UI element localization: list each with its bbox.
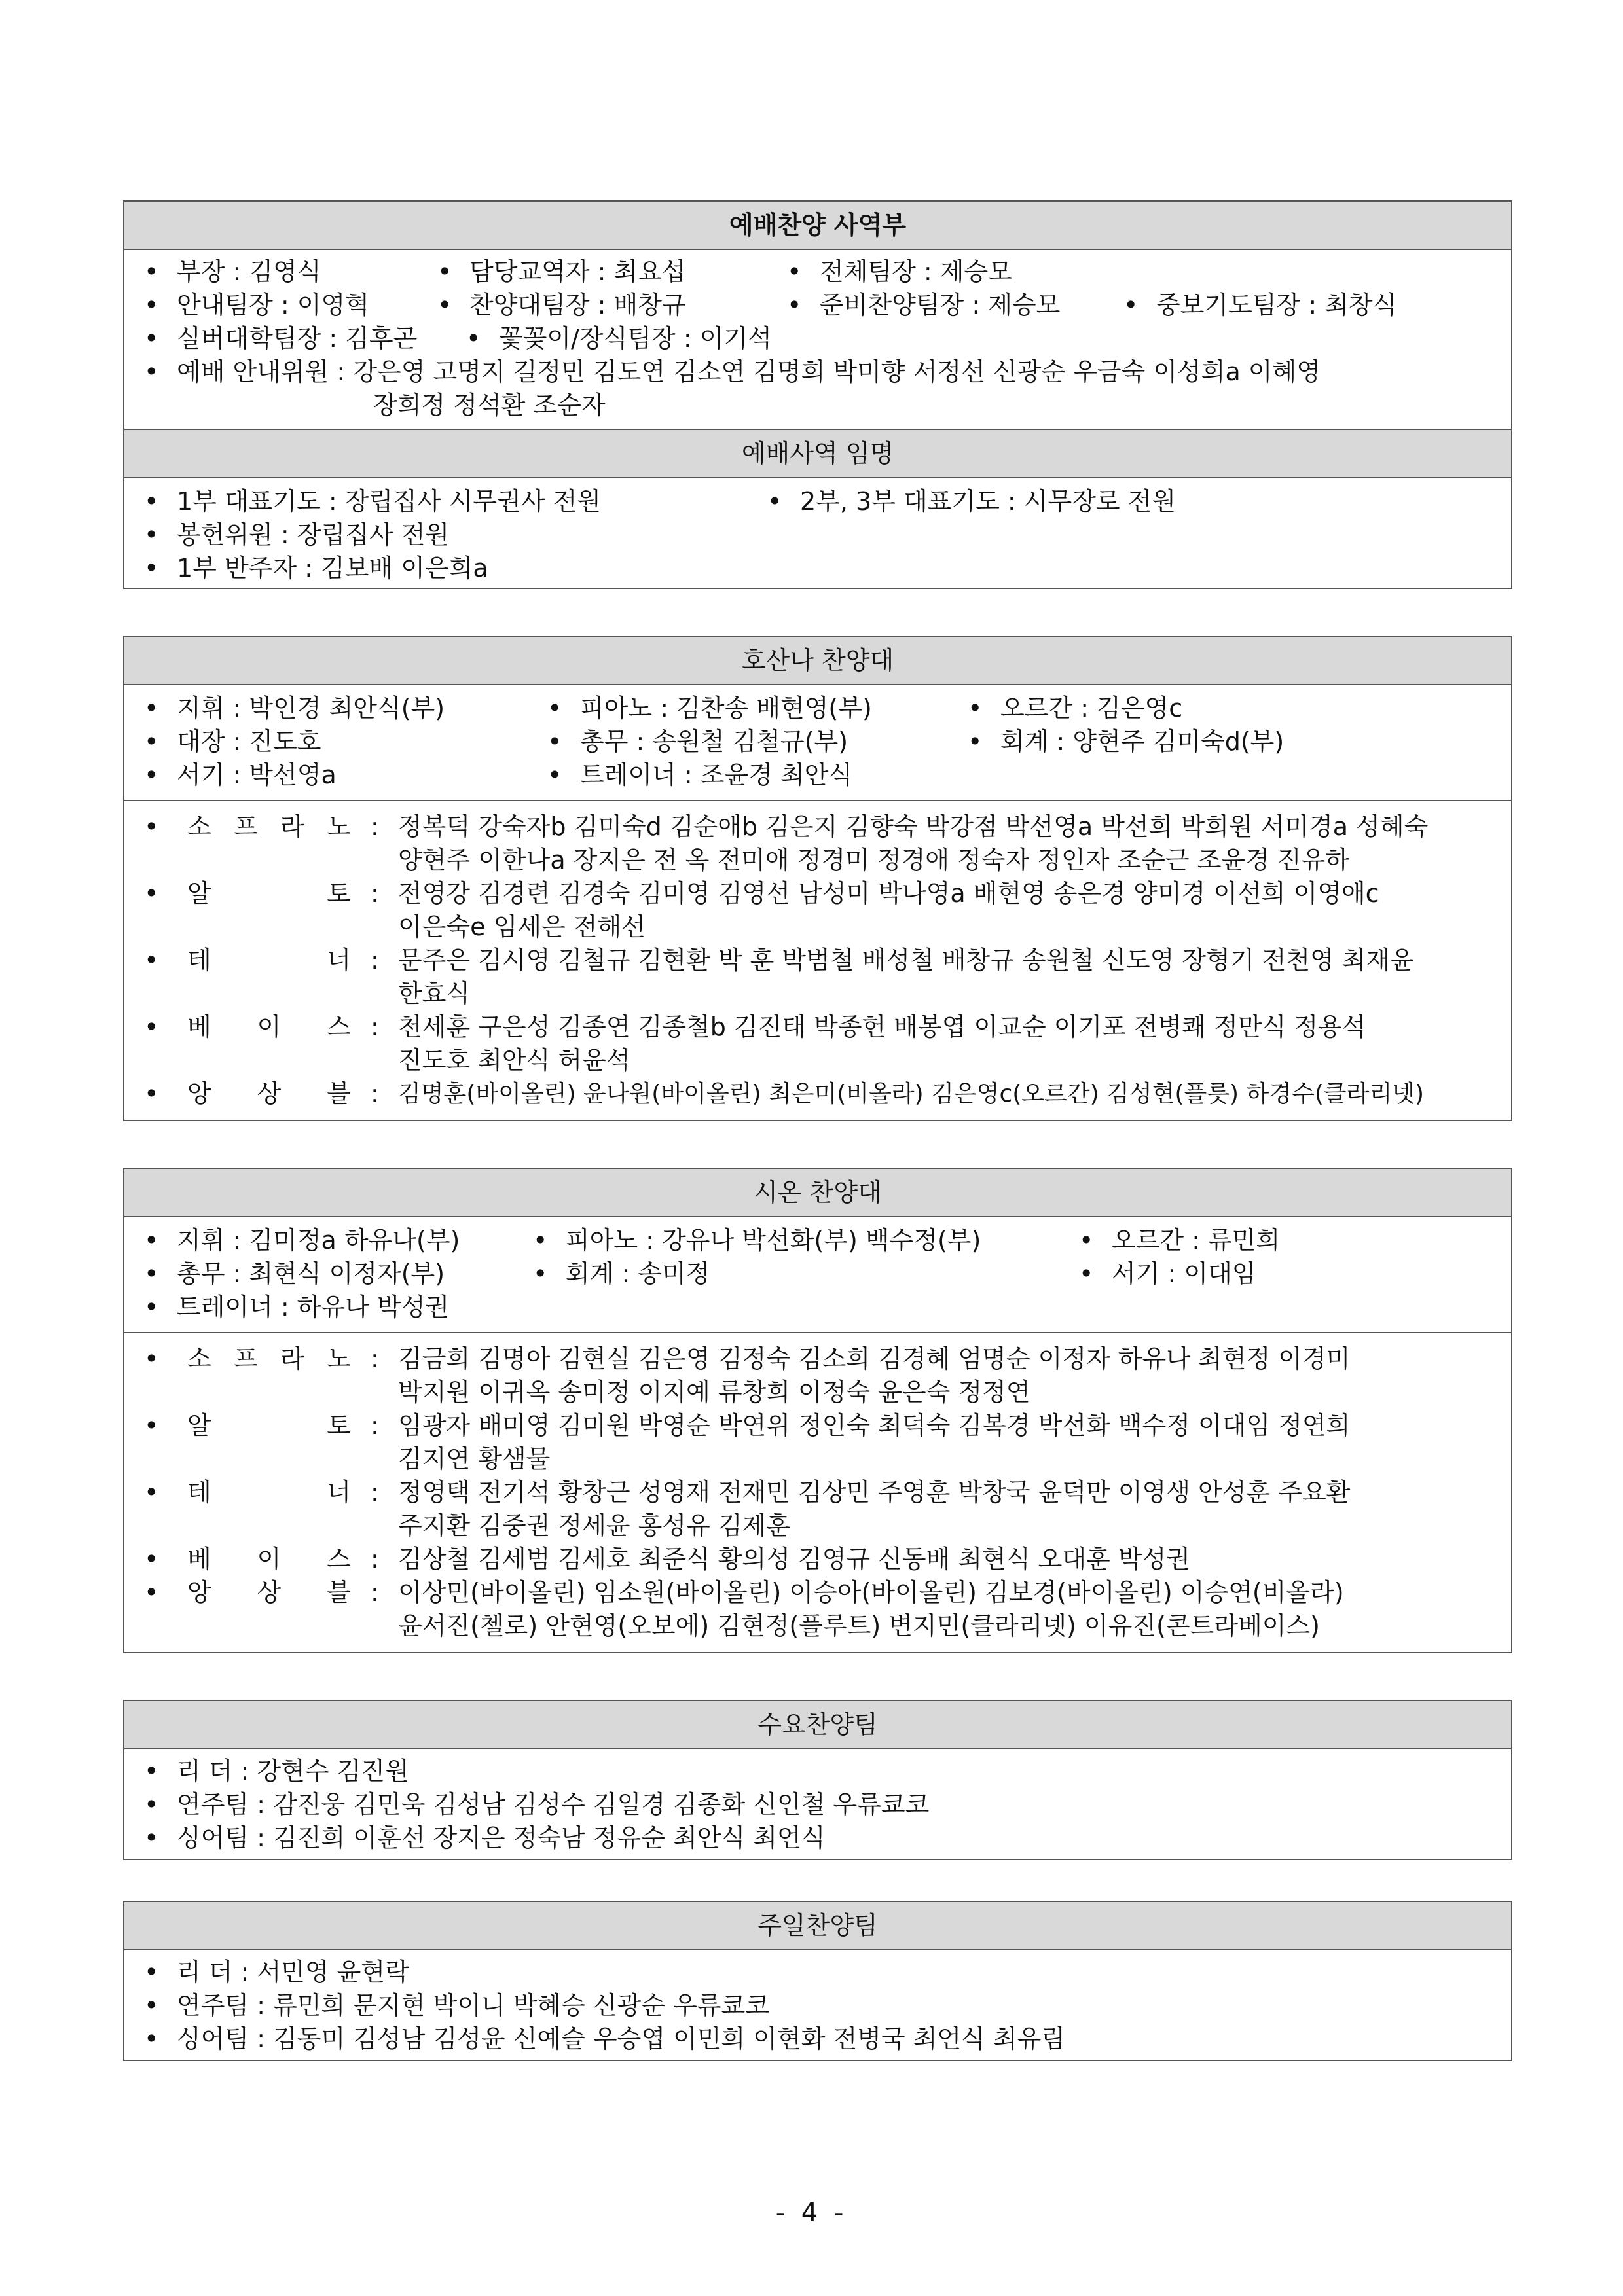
bullet: •: [144, 1411, 159, 1440]
hosanna-choir-section: [123, 636, 1512, 1121]
ushers-cont: 장희정 정석환 조순자: [373, 391, 606, 420]
staff-item: 꽃꽂이/장식팀장 : 이기석: [499, 324, 772, 353]
label-char: 테: [187, 946, 211, 975]
part-label-tenor: [187, 1476, 351, 1509]
label-char: 너: [327, 1478, 351, 1507]
leader: 리 더 : 서민영 윤현락: [177, 1958, 409, 1986]
part-row: [124, 1077, 1511, 1111]
part-label-alto: [187, 1409, 351, 1443]
staff-item: 총무 : 최현식 이정자(부): [177, 1259, 445, 1288]
bullet: •: [437, 291, 452, 319]
part-row: [124, 910, 1511, 944]
colon: :: [371, 1079, 379, 1108]
staff-row: [124, 1224, 1511, 1257]
label-char: 상: [257, 1578, 282, 1607]
bullet: •: [144, 487, 159, 516]
part-row: [124, 1342, 1511, 1376]
wednesday-team-section: [123, 1700, 1512, 1860]
label-char: 베: [187, 1545, 211, 1573]
appointment-title: 예배사역 임명: [124, 429, 1511, 478]
part-row: [124, 1576, 1511, 1609]
part-members: 천세훈 구은성 김종연 김종철b 김진태 박종헌 배봉엽 이교순 이기포 전병쾌 정만식 정용석: [398, 1013, 1366, 1041]
staff-item: 트레이너 : 조윤경 최안식: [580, 761, 853, 789]
appointment-item: 1부 반주자 : 김보배 이은희a: [177, 554, 488, 583]
wednesday-title: 수요찬양팀: [124, 1701, 1511, 1749]
appointment-row: [124, 518, 1511, 552]
bullet: •: [144, 1293, 159, 1321]
part-label-tenor: [187, 944, 351, 977]
bullet: •: [144, 694, 159, 723]
label-char: 스: [327, 1545, 351, 1573]
bullet: •: [144, 554, 159, 583]
appointment-row: [124, 485, 1511, 518]
part-row: [124, 1011, 1511, 1044]
bullet: •: [144, 1545, 159, 1573]
part-label-bass: [187, 1011, 351, 1044]
team-row: [124, 1755, 1511, 1788]
bullet: •: [144, 1790, 159, 1819]
bullet: •: [144, 1226, 159, 1255]
label-char: 소: [187, 812, 211, 841]
singers: 싱어팀 : 김동미 김성남 김성윤 신예슬 우승엽 이민희 이현화 전병국 최언식 최유림: [177, 2024, 1066, 2053]
staff-row: [124, 389, 1511, 422]
leader: 리 더 : 강현수 김진원: [177, 1757, 409, 1785]
part-members: 이상민(바이올린) 임소원(바이올린) 이승아(바이올린) 김보경(바이올린) 이승연(비올라): [398, 1578, 1344, 1607]
band: 연주팀 : 류민희 문지현 박이니 박혜승 신광순 우류쿄코: [177, 1991, 769, 2020]
staff-row: [124, 1257, 1511, 1291]
part-label-bass: [187, 1543, 351, 1576]
part-members: 임광자 배미영 김미원 박영순 박연위 정인숙 최덕숙 김복경 박선화 백수정 이대임 정연희: [398, 1411, 1351, 1440]
sunday-members: [124, 1950, 1511, 2060]
bullet: •: [144, 1991, 159, 2020]
worship-dept-staff: [124, 250, 1511, 429]
bullet: •: [787, 291, 802, 319]
label-char: 블: [327, 1578, 351, 1607]
colon: :: [371, 879, 379, 908]
part-members: 문주은 김시영 김철규 김현환 박 훈 박범철 배성철 배창규 송원철 신도영 장형기 전천영 최재윤: [398, 946, 1414, 975]
label-char: 알: [187, 879, 211, 908]
bullet: •: [144, 812, 159, 841]
staff-item: 실버대학팀장 : 김후곤: [177, 324, 418, 353]
bullet: •: [144, 1013, 159, 1041]
bullet: •: [144, 324, 159, 353]
part-row: [124, 877, 1511, 910]
staff-item: 회계 : 양현주 김미숙d(부): [1000, 727, 1285, 756]
page-number: - 4 -: [775, 2198, 848, 2228]
team-row: [124, 1956, 1511, 1989]
zion-choir-section: [123, 1168, 1512, 1653]
bullet: •: [787, 257, 802, 286]
label-char: 토: [327, 879, 351, 908]
colon: :: [371, 1411, 379, 1440]
label-char: 프: [234, 1344, 258, 1373]
bullet: •: [1079, 1226, 1094, 1255]
staff-item: 트레이너 : 하유나 박성권: [177, 1293, 450, 1321]
bullet: •: [144, 1079, 159, 1108]
bullet: •: [1079, 1259, 1094, 1288]
bullet: •: [437, 257, 452, 286]
part-label-alto: [187, 877, 351, 910]
part-row: [124, 844, 1511, 877]
colon: :: [371, 812, 379, 841]
staff-item: 회계 : 송미정: [566, 1259, 710, 1288]
part-members: 양현주 이한나a 장지은 전 옥 전미애 정경미 정경애 정숙자 정인자 조순근 조윤경 진유하: [398, 846, 1350, 874]
band: 연주팀 : 감진웅 김민욱 김성남 김성수 김일경 김종화 신인철 우류쿄코: [177, 1790, 930, 1819]
colon: :: [371, 1545, 379, 1573]
part-row: [124, 1543, 1511, 1576]
worship-dept-title: 예배찬양 사역부: [124, 202, 1511, 250]
bullet: •: [144, 357, 159, 386]
part-members: 김금희 김명아 김현실 김은영 김정숙 김소희 김경혜 엄명순 이정자 하유나 최현정 이경미: [398, 1344, 1351, 1373]
staff-row: [124, 322, 1511, 355]
label-char: 앙: [187, 1578, 211, 1607]
colon: :: [371, 1578, 379, 1607]
bullet: •: [144, 727, 159, 756]
label-char: 이: [257, 1545, 282, 1573]
appointment-item: 2부, 3부 대표기도 : 시무장로 전원: [800, 487, 1176, 516]
label-char: 테: [187, 1478, 211, 1507]
hosanna-title: 호산나 찬양대: [124, 637, 1511, 685]
part-members: 정복덕 강숙자b 김미숙d 김순애b 김은지 김향숙 박강점 박선영a 박선희 박희원 서미경a 성혜숙: [398, 812, 1429, 841]
worship-dept-section: [123, 200, 1512, 589]
bullet: •: [144, 1757, 159, 1785]
staff-item: 중보기도팀장 : 최창식: [1156, 291, 1397, 319]
colon: :: [371, 1344, 379, 1373]
part-row: [124, 810, 1511, 844]
staff-item: 준비찬양팀장 : 제승모: [820, 291, 1061, 319]
part-row: [124, 944, 1511, 977]
bullet: •: [968, 694, 983, 723]
team-row: [124, 1788, 1511, 1821]
sunday-title: 주일찬양팀: [124, 1902, 1511, 1950]
hosanna-parts: [124, 800, 1511, 1120]
staff-item: 지휘 : 박인경 최안식(부): [177, 694, 445, 723]
appointment-item: 봉헌위원 : 장립집사 전원: [177, 520, 450, 549]
staff-row: [124, 692, 1511, 725]
staff-row: [124, 355, 1511, 389]
label-char: 앙: [187, 1079, 211, 1108]
staff-item: 오르간 : 류민희: [1112, 1226, 1281, 1255]
label-char: 너: [327, 946, 351, 975]
part-label-soprano: [187, 810, 351, 844]
staff-row: [124, 1291, 1511, 1324]
bullet: •: [533, 1259, 548, 1288]
hosanna-staff: [124, 685, 1511, 800]
bullet: •: [547, 727, 562, 756]
bullet: •: [144, 291, 159, 319]
label-char: 라: [280, 1344, 304, 1373]
bullet: •: [1123, 291, 1139, 319]
bullet: •: [144, 1259, 159, 1288]
label-char: 베: [187, 1013, 211, 1041]
label-char: 프: [234, 812, 258, 841]
staff-item: 피아노 : 강유나 박선화(부) 백수정(부): [566, 1226, 981, 1255]
staff-item: 총무 : 송원철 김철규(부): [580, 727, 848, 756]
part-members: 진도호 최안식 허윤석: [398, 1046, 630, 1075]
bullet: •: [144, 257, 159, 286]
part-members: 김상철 김세범 김세호 최준식 황의성 김영규 신동배 최현식 오대훈 박성권: [398, 1545, 1190, 1573]
bullet: •: [968, 727, 983, 756]
part-row: [124, 1409, 1511, 1443]
part-members: 윤서진(첼로) 안현영(오보에) 김현정(플루트) 변지민(클라리넷) 이유진(콘트라베이스): [398, 1611, 1320, 1640]
part-members: 정영택 전기석 황창근 성영재 전재민 김상민 주영훈 박창국 윤덕만 이영생 안성훈 주요환: [398, 1478, 1351, 1507]
team-row: [124, 1821, 1511, 1855]
appointment-item: 1부 대표기도 : 장립집사 시무권사 전원: [177, 487, 601, 516]
part-row: [124, 1376, 1511, 1409]
part-row: [124, 1044, 1511, 1077]
colon: :: [371, 1478, 379, 1507]
staff-row: [124, 255, 1511, 289]
bullet: •: [144, 1578, 159, 1607]
zion-staff: [124, 1217, 1511, 1332]
staff-item: 부장 : 김영식: [177, 257, 321, 286]
team-row: [124, 2022, 1511, 2056]
bullet: •: [767, 487, 782, 516]
bullet: •: [547, 761, 562, 789]
staff-row: [124, 289, 1511, 322]
staff-item: 지휘 : 김미정a 하유나(부): [177, 1226, 460, 1255]
part-members: 이은숙e 임세은 전해선: [398, 912, 646, 941]
sunday-team-section: [123, 1901, 1512, 2061]
bullet: •: [144, 1478, 159, 1507]
label-char: 노: [327, 1344, 351, 1373]
label-char: 이: [257, 1013, 282, 1041]
part-row: [124, 977, 1511, 1011]
staff-item: 찬양대팀장 : 배창규: [469, 291, 686, 319]
staff-item: 서기 : 이대임: [1112, 1259, 1256, 1288]
appointment-row: [124, 552, 1511, 585]
bullet: •: [144, 879, 159, 908]
colon: :: [371, 1013, 379, 1041]
label-char: 노: [327, 812, 351, 841]
bullet: •: [144, 520, 159, 549]
staff-item: 담당교역자 : 최요섭: [469, 257, 686, 286]
label-char: 알: [187, 1411, 211, 1440]
wednesday-members: [124, 1749, 1511, 1859]
bullet: •: [144, 1958, 159, 1986]
part-row: [124, 1443, 1511, 1476]
part-row: [124, 1609, 1511, 1643]
part-row: [124, 1509, 1511, 1543]
bullet: •: [466, 324, 481, 353]
label-char: 토: [327, 1411, 351, 1440]
ushers: 예배 안내위원 : 강은영 고명지 길정민 김도연 김소연 김명희 박미향 서정선 신광순 우금숙 이성희a 이혜영: [177, 357, 1321, 386]
bullet: •: [144, 2024, 159, 2053]
part-label-ensemble: [187, 1077, 351, 1111]
team-row: [124, 1989, 1511, 2022]
staff-row: [124, 759, 1511, 792]
zion-parts: [124, 1332, 1511, 1652]
label-char: 스: [327, 1013, 351, 1041]
staff-item: 오르간 : 김은영c: [1000, 694, 1183, 723]
part-members: 김지연 황샘물: [398, 1444, 551, 1473]
staff-item: 피아노 : 김찬송 배현영(부): [580, 694, 872, 723]
part-members: 전영강 김경련 김경숙 김미영 김영선 남성미 박나영a 배현영 송은경 양미경 이선희 이영애c: [398, 879, 1379, 908]
part-members: 주지환 김중권 정세윤 홍성유 김제훈: [398, 1511, 790, 1540]
staff-item: 안내팀장 : 이영혁: [177, 291, 369, 319]
staff-item: 대장 : 진도호: [177, 727, 321, 756]
part-members: 박지원 이귀옥 송미정 이지예 류창희 이정숙 윤은숙 정정연: [398, 1378, 1030, 1407]
label-char: 상: [257, 1079, 282, 1108]
staff-item: 서기 : 박선영a: [177, 761, 337, 789]
bullet: •: [144, 1344, 159, 1373]
bullet: •: [144, 946, 159, 975]
part-members: 한효식: [398, 979, 471, 1008]
zion-title: 시온 찬양대: [124, 1169, 1511, 1217]
bullet: •: [144, 1823, 159, 1852]
bullet: •: [533, 1226, 548, 1255]
label-char: 소: [187, 1344, 211, 1373]
bullet: •: [547, 694, 562, 723]
label-char: 블: [327, 1079, 351, 1108]
part-label-ensemble: [187, 1576, 351, 1609]
label-char: 라: [280, 812, 304, 841]
bullet: •: [144, 761, 159, 789]
singers: 싱어팀 : 김진희 이훈선 장지은 정숙남 정유순 최안식 최언식: [177, 1823, 826, 1852]
appointments: [124, 478, 1511, 588]
part-members: 김명훈(바이올린) 윤나원(바이올린) 최은미(비올라) 김은영c(오르간) 김성현(플릇) 하경수(클라리넷): [398, 1081, 1425, 1107]
colon: :: [371, 946, 379, 975]
staff-item: 전체팀장 : 제승모: [820, 257, 1012, 286]
part-label-soprano: [187, 1342, 351, 1376]
part-row: [124, 1476, 1511, 1509]
staff-row: [124, 725, 1511, 759]
